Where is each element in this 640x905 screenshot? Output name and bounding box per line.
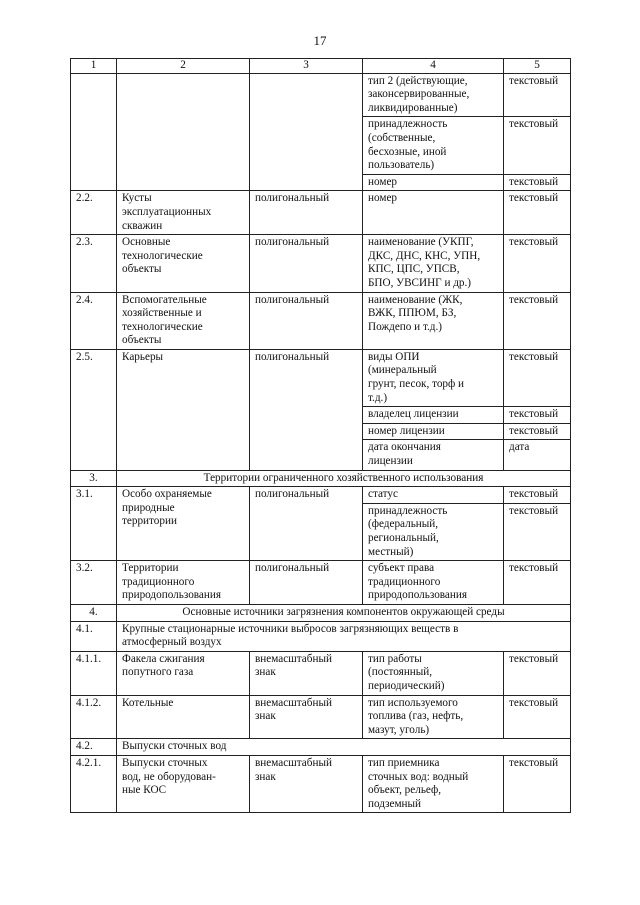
attribute-cell: статус [363, 487, 504, 504]
table-row [71, 349, 571, 406]
attribute-cell: дата окончания лицензии [363, 440, 504, 470]
geometry-type-cell [250, 73, 363, 191]
format-cell: текстовый [504, 73, 571, 117]
number-cell: 4.1.1. [71, 651, 117, 695]
header-cell: 3 [250, 59, 363, 74]
object-name-cell [117, 73, 250, 191]
format-cell: текстовый [504, 423, 571, 440]
subsection-title: Крупные стационарные источники выбросов загрязняющих веществ в атмосферный воздух [117, 621, 571, 651]
object-name-cell: Территории традиционного природопользования [117, 561, 250, 605]
header-row [71, 59, 571, 74]
format-cell: текстовый [504, 755, 571, 812]
object-name-cell: Котельные [117, 695, 250, 739]
section-number: 4.1. [71, 621, 117, 651]
number-cell: 2.2. [71, 191, 117, 235]
geometry-type-cell: внемасштабный знак [250, 695, 363, 739]
attribute-cell: виды ОПИ (минеральный грунт, песок, торф и т.д.) [363, 349, 504, 406]
table-row [71, 561, 571, 605]
number-cell [71, 73, 117, 191]
geometry-type-cell: внемасштабный знак [250, 755, 363, 812]
section-number: 4. [71, 604, 117, 621]
attribute-cell: принадлежность (федеральный, региональный, местный) [363, 503, 504, 560]
geometry-type-cell: полигональный [250, 487, 363, 561]
attribute-cell: тип используемого топлива (газ, нефть, мазут, уголь) [363, 695, 504, 739]
attribute-cell: тип приемника сточных вод: водный объект, рельеф, подземный [363, 755, 504, 812]
format-cell: текстовый [504, 487, 571, 504]
table-row [71, 755, 571, 812]
format-cell: текстовый [504, 695, 571, 739]
format-cell: дата [504, 440, 571, 470]
object-name-cell: Вспомогательные хозяйственные и технологические объекты [117, 292, 250, 349]
format-cell: текстовый [504, 349, 571, 406]
page-number: 17 [313, 33, 327, 48]
object-name-cell: Основные технологические объекты [117, 235, 250, 292]
geometry-type-cell: полигональный [250, 561, 363, 605]
attribute-cell: тип 2 (действующие, законсервированные, ликвидированные) [363, 73, 504, 117]
table-row [71, 73, 571, 117]
geometry-type-cell: полигональный [250, 235, 363, 292]
attribute-cell: номер [363, 191, 504, 235]
table-row [71, 235, 571, 292]
number-cell: 2.3. [71, 235, 117, 292]
format-cell: текстовый [504, 117, 571, 174]
format-cell: текстовый [504, 191, 571, 235]
table-row [71, 487, 571, 504]
format-cell: текстовый [504, 561, 571, 605]
section-title: Основные источники загрязнения компонентов окружающей среды [117, 604, 571, 621]
section-title: Территории ограниченного хозяйственного использования [117, 470, 571, 487]
data-table [70, 58, 571, 813]
geometry-type-cell: полигональный [250, 191, 363, 235]
table-row [71, 292, 571, 349]
header-cell: 1 [71, 59, 117, 74]
table-row [71, 191, 571, 235]
geometry-type-cell: полигональный [250, 292, 363, 349]
header-cell: 4 [363, 59, 504, 74]
number-cell: 2.4. [71, 292, 117, 349]
section-number: 3. [71, 470, 117, 487]
geometry-type-cell: полигональный [250, 349, 363, 470]
table-row [71, 695, 571, 739]
section-row [71, 470, 571, 487]
subsection-row [71, 739, 571, 756]
number-cell: 3.2. [71, 561, 117, 605]
attribute-cell: номер [363, 174, 504, 191]
attribute-cell: наименование (ЖК, ВЖК, ППЮМ, БЗ, Пождепо и т.д.) [363, 292, 504, 349]
format-cell: текстовый [504, 651, 571, 695]
format-cell: текстовый [504, 503, 571, 560]
attribute-cell: тип работы (постоянный, периодический) [363, 651, 504, 695]
format-cell: текстовый [504, 407, 571, 424]
header-cell: 5 [504, 59, 571, 74]
object-name-cell: Карьеры [117, 349, 250, 470]
geometry-type-cell: внемасштабный знак [250, 651, 363, 695]
attribute-cell: субъект права традиционного природопользования [363, 561, 504, 605]
attribute-cell: принадлежность (собственные, бесхозные, иной пользователь) [363, 117, 504, 174]
attribute-cell: владелец лицензии [363, 407, 504, 424]
table-row [71, 651, 571, 695]
object-name-cell: Факела сжигания попутного газа [117, 651, 250, 695]
attribute-cell: номер лицензии [363, 423, 504, 440]
header-cell: 2 [117, 59, 250, 74]
number-cell: 3.1. [71, 487, 117, 561]
number-cell: 4.2.1. [71, 755, 117, 812]
format-cell: текстовый [504, 235, 571, 292]
object-name-cell: Выпуски сточных вод, не оборудован- ные КОС [117, 755, 250, 812]
number-cell: 4.1.2. [71, 695, 117, 739]
format-cell: текстовый [504, 174, 571, 191]
number-cell: 2.5. [71, 349, 117, 470]
section-row [71, 604, 571, 621]
object-name-cell: Особо охраняемые природные территории [117, 487, 250, 561]
attribute-cell: наименование (УКПГ, ДКС, ДНС, КНС, УПН, КПС, ЦПС, УПСВ, БПО, УВСИНГ и др.) [363, 235, 504, 292]
subsection-title: Выпуски сточных вод [117, 739, 571, 756]
section-number: 4.2. [71, 739, 117, 756]
format-cell: текстовый [504, 292, 571, 349]
object-name-cell: Кусты эксплуатационных скважин [117, 191, 250, 235]
subsection-row [71, 621, 571, 651]
